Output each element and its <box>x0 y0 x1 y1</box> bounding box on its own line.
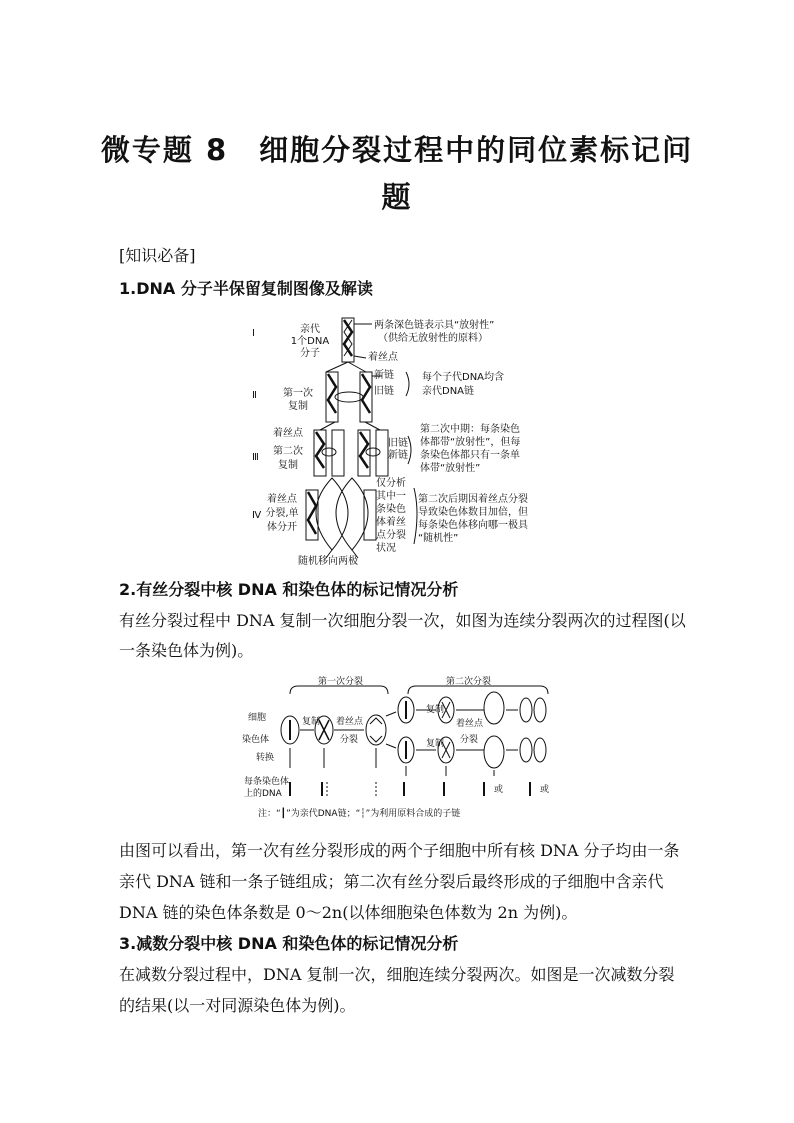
label: 亲代DNA链 <box>422 386 475 397</box>
label: 分子 <box>300 348 320 359</box>
figure-note: 注：“┃”为亲代DNA链；“┆”为利用原料合成的子链 <box>258 809 461 819</box>
page-title-cont: 题 <box>381 180 413 214</box>
label: 着丝点 <box>267 494 297 505</box>
cell <box>534 738 546 762</box>
label: 旧链 <box>374 386 394 397</box>
cell <box>484 736 504 768</box>
label: 着丝点 <box>368 352 398 363</box>
label: 条染色 <box>376 504 406 515</box>
label: 新链 <box>388 450 408 461</box>
label: 状况 <box>376 543 396 554</box>
label: 分裂,单 <box>265 508 299 519</box>
cell <box>534 698 546 722</box>
figure-mitosis-labeling <box>240 672 560 822</box>
figure-dna-replication <box>240 312 600 574</box>
label: 或 <box>494 785 504 795</box>
label: 或 <box>540 785 550 795</box>
label: 体带“放射性” <box>420 463 481 474</box>
label: （供给无放射性的原料） <box>378 333 488 344</box>
label: 第二次分裂 <box>446 677 492 687</box>
cell <box>484 692 504 724</box>
label: 上的DNA <box>244 789 282 799</box>
section-label: [知识必备] <box>119 246 196 265</box>
label: 复制 <box>426 739 445 749</box>
label: 旧链 <box>388 438 408 449</box>
cell <box>520 738 532 762</box>
heading-3: 3.减数分裂中核 DNA 和染色体的标记情况分析 <box>119 934 459 953</box>
label: “随机性” <box>418 533 459 544</box>
heading-2: 2.有丝分裂中核 DNA 和染色体的标记情况分析 <box>119 580 459 599</box>
label: 每条染色体 <box>244 777 290 787</box>
row-label: Ⅳ <box>252 510 262 521</box>
label: 点分裂 <box>376 530 406 541</box>
cell <box>520 698 532 722</box>
label: 新链 <box>374 370 394 381</box>
label: 体都带“放射性”，但每 <box>420 437 521 448</box>
page-title: 微专题 8 细胞分裂过程中的同位素标记问 <box>100 133 694 167</box>
label: 每个子代DNA均含 <box>422 372 505 383</box>
row-label: Ⅰ <box>252 328 255 339</box>
row-label: Ⅲ <box>252 452 259 463</box>
row-label: Ⅱ <box>252 390 257 401</box>
label: 细胞 <box>248 713 267 723</box>
label: 复制 <box>426 705 445 715</box>
paragraph: 的结果(以一对同源染色体为例)。 <box>119 996 356 1015</box>
label: 着丝点 <box>336 717 364 727</box>
chromatid <box>376 430 388 476</box>
paragraph: 一条染色体为例)。 <box>119 641 254 660</box>
label: 转换 <box>256 753 275 763</box>
label: 体分开 <box>267 522 297 533</box>
label: 第二次后期因着丝点分裂 <box>418 494 528 505</box>
label: 第二次 <box>273 446 303 457</box>
label: 1个DNA <box>290 336 330 347</box>
cell <box>366 715 386 745</box>
label: 其中一 <box>376 491 406 502</box>
label: 条染色体都只有一条单 <box>420 450 520 461</box>
paragraph: 亲代 DNA 链和一条子链组成；第二次有丝分裂后最终形成的子细胞中含亲代 <box>119 872 664 891</box>
label: 着丝点 <box>273 428 303 439</box>
chromatid <box>332 430 344 476</box>
label: 体着丝 <box>376 517 406 528</box>
label: 导致染色体数目加倍，但 <box>418 507 528 518</box>
label: 复制 <box>288 401 308 412</box>
label: 着丝点 <box>456 719 484 729</box>
label: 分裂 <box>340 735 359 745</box>
paragraph: 在减数分裂过程中，DNA 复制一次，细胞连续分裂两次。如图是一次减数分裂 <box>119 965 675 984</box>
label: 两条深色链表示具“放射性” <box>374 320 495 331</box>
paragraph: DNA 链的染色体条数是 0～2n(以体细胞染色体数为 2n 为例)。 <box>119 903 578 922</box>
label: 分裂 <box>460 735 479 745</box>
paragraph: 有丝分裂过程中 DNA 复制一次细胞分裂一次，如图为连续分裂两次的过程图(以 <box>119 611 686 630</box>
label: 第一次分裂 <box>318 677 364 687</box>
label: 每条染色体移向哪一极具 <box>418 520 528 531</box>
heading-1: 1.DNA 分子半保留复制图像及解读 <box>119 279 373 298</box>
label: 染色体 <box>242 735 270 745</box>
label: 复制 <box>302 717 321 727</box>
label: 仅分析 <box>376 478 406 489</box>
label: 随机移向两极 <box>298 556 358 567</box>
label: 复制 <box>278 460 298 471</box>
label: 第一次 <box>283 388 313 399</box>
label: 第二次中期：每条染色 <box>420 424 520 435</box>
paragraph: 由图可以看出，第一次有丝分裂形成的两个子细胞中所有核 DNA 分子均由一条 <box>119 841 680 860</box>
label: 亲代 <box>300 324 320 335</box>
